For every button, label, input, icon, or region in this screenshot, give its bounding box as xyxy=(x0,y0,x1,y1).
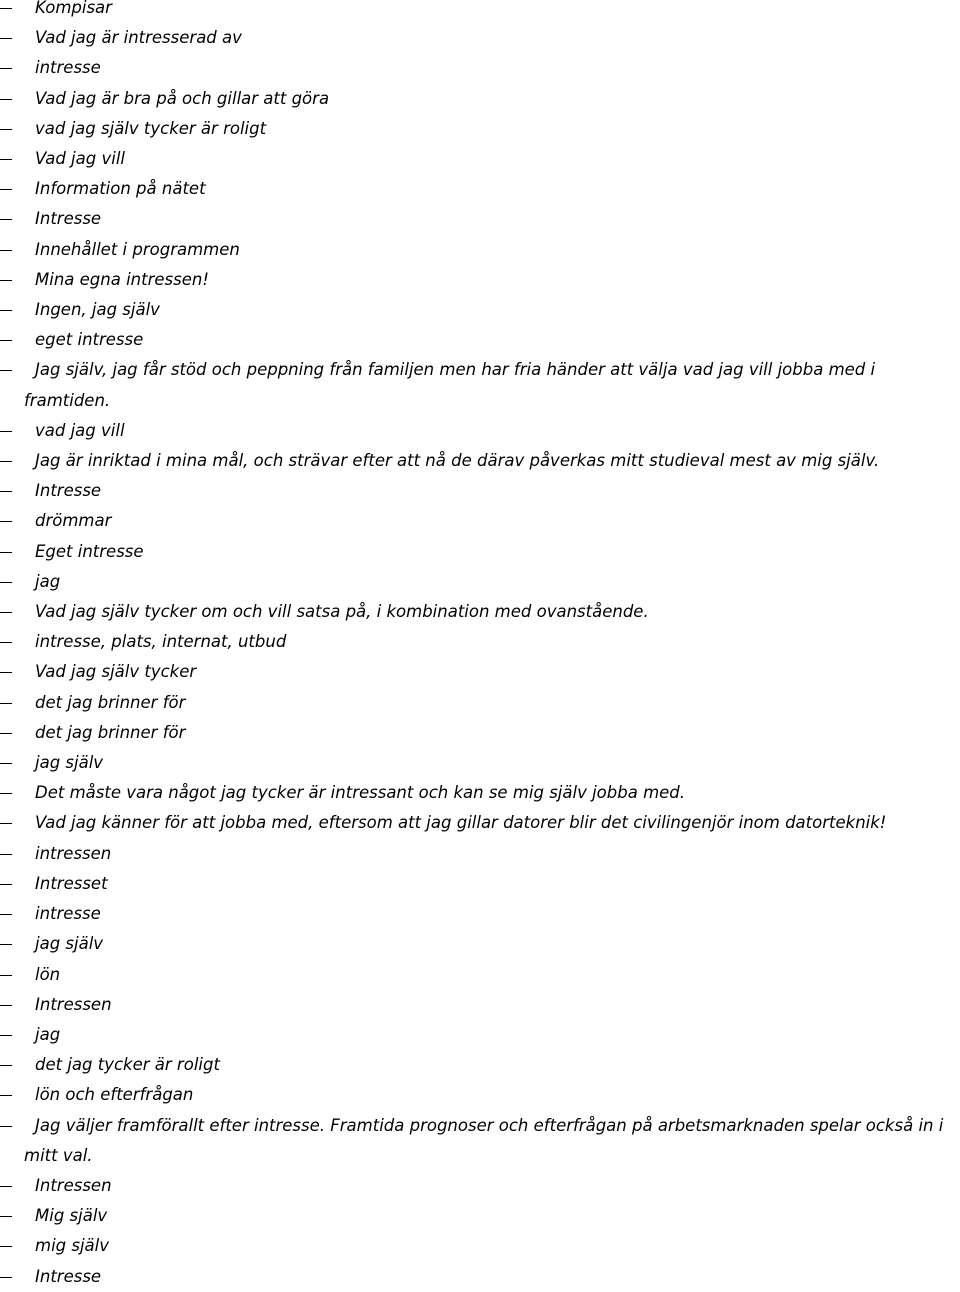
list-item xyxy=(0,295,960,325)
list-item-text: Vad jag själv tycker xyxy=(35,662,197,682)
list-item-text: mig själv xyxy=(35,1236,110,1256)
dash-bullet-icon xyxy=(0,219,12,220)
dash-bullet-icon xyxy=(0,944,12,945)
dash-bullet-icon xyxy=(0,280,12,281)
list-item xyxy=(0,506,960,536)
list-item xyxy=(0,235,960,265)
list-item xyxy=(0,597,960,627)
list-item-text: Intresse xyxy=(35,481,102,501)
list-item xyxy=(0,114,960,144)
list-item-text: Intressen xyxy=(35,1175,112,1195)
dash-bullet-icon xyxy=(0,823,12,824)
list-item-text: eget intresse xyxy=(35,330,144,350)
list-item-text-continuation: mitt val. xyxy=(24,1145,93,1165)
dash-bullet-icon xyxy=(0,763,12,764)
dash-bullet-icon xyxy=(0,1035,12,1036)
list-item xyxy=(0,1111,960,1171)
list-item-text: Eget intresse xyxy=(35,541,144,561)
dash-bullet-icon xyxy=(0,99,12,100)
list-item xyxy=(0,1201,960,1231)
list-item-text: jag xyxy=(35,571,61,591)
list-item xyxy=(0,53,960,83)
dash-bullet-icon xyxy=(0,914,12,915)
dash-bullet-icon xyxy=(0,491,12,492)
list-item xyxy=(0,204,960,234)
list-item xyxy=(0,1171,960,1201)
list-item-text: lön xyxy=(35,964,61,984)
dash-bullet-icon xyxy=(0,189,12,190)
list-item-text: intresse xyxy=(35,58,101,78)
dash-bullet-icon xyxy=(0,1095,12,1096)
list-item xyxy=(0,899,960,929)
list-item-text: lön och efterfrågan xyxy=(35,1085,194,1105)
list-item xyxy=(0,1050,960,1080)
list-item-text: intressen xyxy=(35,843,112,863)
list-item-text: jag själv xyxy=(35,934,104,954)
dash-bullet-icon xyxy=(0,1216,12,1217)
dash-bullet-icon xyxy=(0,370,12,371)
dash-bullet-icon xyxy=(0,975,12,976)
list-item-text: jag själv xyxy=(35,753,104,773)
list-item xyxy=(0,960,960,990)
dash-bullet-icon xyxy=(0,793,12,794)
list-item xyxy=(0,869,960,899)
dash-bullet-icon xyxy=(0,854,12,855)
dash-bullet-icon xyxy=(0,703,12,704)
list-item-text: Innehållet i programmen xyxy=(35,239,240,259)
list-item xyxy=(0,1262,960,1292)
list-item-text: intresse xyxy=(35,904,101,924)
list-item xyxy=(0,748,960,778)
list-item-text: drömmar xyxy=(35,511,112,531)
list-item-text: Vad jag är intresserad av xyxy=(35,28,242,48)
dash-bullet-icon xyxy=(0,733,12,734)
list-item xyxy=(0,627,960,657)
dash-bullet-icon xyxy=(0,642,12,643)
list-item-text: Jag är inriktad i mina mål, och strävar efter att nå de därav påverkas mitt studieval mest av mig själv. xyxy=(35,451,880,471)
list-item xyxy=(0,657,960,687)
dash-bullet-icon xyxy=(0,159,12,160)
dash-bullet-icon xyxy=(0,884,12,885)
list-item xyxy=(0,446,960,476)
list-item xyxy=(0,808,960,838)
list-item xyxy=(0,0,960,23)
list-item xyxy=(0,839,960,869)
list-item-text: det jag brinner för xyxy=(35,692,186,712)
list-item xyxy=(0,23,960,53)
dash-bullet-icon xyxy=(0,1246,12,1247)
list-item xyxy=(0,144,960,174)
dash-bullet-icon xyxy=(0,552,12,553)
list-item-text: det jag tycker är roligt xyxy=(35,1055,220,1075)
dash-bullet-icon xyxy=(0,129,12,130)
dash-bullet-icon xyxy=(0,521,12,522)
list-item xyxy=(0,174,960,204)
dash-bullet-icon xyxy=(0,8,12,9)
list-item xyxy=(0,990,960,1020)
list-item xyxy=(0,476,960,506)
list-item xyxy=(0,1080,960,1110)
list-item xyxy=(0,688,960,718)
list-item xyxy=(0,1020,960,1050)
list-item-text-continuation: framtiden. xyxy=(24,390,111,410)
list-item-text: Intresse xyxy=(35,209,102,229)
list-item-text: Information på nätet xyxy=(35,179,206,199)
list-item-text: Intressen xyxy=(35,994,112,1014)
dash-bullet-icon xyxy=(0,310,12,311)
list-item xyxy=(0,537,960,567)
dash-bullet-icon xyxy=(0,1065,12,1066)
list-item-text: Vad jag vill xyxy=(35,149,125,169)
dash-bullet-icon xyxy=(0,431,12,432)
dash-bullet-icon xyxy=(0,612,12,613)
list-item-text: intresse, plats, internat, utbud xyxy=(35,632,287,652)
list-item xyxy=(0,929,960,959)
list-item-text: Vad jag känner för att jobba med, eftersom att jag gillar datorer blir det civilingenjör inom datorteknik! xyxy=(35,813,887,833)
list-item-text: det jag brinner för xyxy=(35,722,186,742)
list-item xyxy=(0,1231,960,1261)
list-item xyxy=(0,84,960,114)
list-item-text: Vad jag själv tycker om och vill satsa på, i kombination med ovanstående. xyxy=(35,602,649,622)
dash-bullet-icon xyxy=(0,582,12,583)
list-item-text: Det måste vara något jag tycker är intressant och kan se mig själv jobba med. xyxy=(35,783,686,803)
list-item xyxy=(0,567,960,597)
list-item-text: Jag väljer framförallt efter intresse. Framtida prognoser och efterfrågan på arbetsmarknaden spelar också in i xyxy=(35,1115,944,1135)
dash-bullet-icon xyxy=(0,250,12,251)
list-item-text: vad jag vill xyxy=(35,420,125,440)
list-item-text: Vad jag är bra på och gillar att göra xyxy=(35,88,330,108)
dash-bullet-icon xyxy=(0,38,12,39)
dash-bullet-icon xyxy=(0,68,12,69)
list-item-text: Jag själv, jag får stöd och peppning från familjen men har fria händer att välja vad jag vill jobba med i xyxy=(35,360,876,380)
list-item-text: Intresse xyxy=(35,1266,102,1286)
list-item xyxy=(0,778,960,808)
list-item-text: Mina egna intressen! xyxy=(35,269,209,289)
list-item xyxy=(0,718,960,748)
list-item-text: Mig själv xyxy=(35,1206,108,1226)
list-item xyxy=(0,416,960,446)
list-item-text: jag xyxy=(35,1024,61,1044)
list-item xyxy=(0,265,960,295)
list-item-text: Kompisar xyxy=(35,0,112,17)
dash-bullet-icon xyxy=(0,672,12,673)
dash-bullet-icon xyxy=(0,461,12,462)
dash-bullet-icon xyxy=(0,1277,12,1278)
list-item xyxy=(0,355,960,415)
list-item-text: Intresset xyxy=(35,873,108,893)
dash-bullet-icon xyxy=(0,1126,12,1127)
dash-bullet-icon xyxy=(0,1005,12,1006)
dash-bullet-icon xyxy=(0,340,12,341)
dash-bullet-icon xyxy=(0,1186,12,1187)
list-item-text: Ingen, jag själv xyxy=(35,300,160,320)
list-item xyxy=(0,325,960,355)
list-item-text: vad jag själv tycker är roligt xyxy=(35,118,267,138)
